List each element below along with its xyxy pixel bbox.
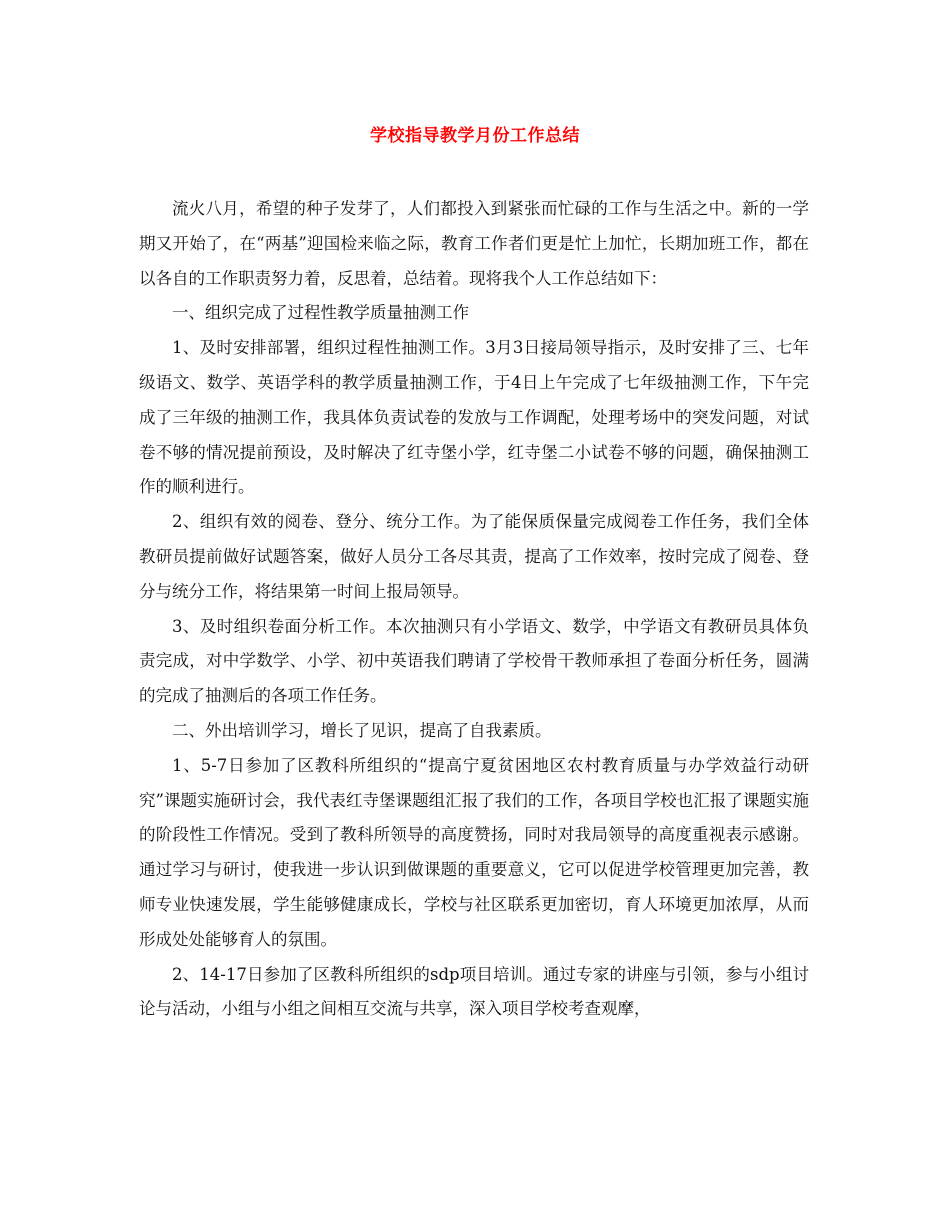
section-heading-2: 二、外出培训学习，增长了见识，提高了自我素质。 bbox=[172, 720, 552, 740]
paragraph-1-1: 1、及时安排部署，组织过程性抽测工作。3月3日接局领导指示，及时安排了三、七年级语文、数学、英语学科的教学质量抽测工作，于4日上午完成了七年级抽测工作，下午完成了三年级的抽测工作，我具体负责试卷的发放与工作调配，处理考场中的突发问题，对试卷不够的情况提前预设，及时解决了红寺堡小学，红寺堡二小试卷不够的问题，确保抽测工作的顺利进行。 bbox=[139, 338, 809, 497]
paragraph-1-2: 2、组织有效的阅卷、登分、统分工作。为了能保质保量完成阅卷工作任务，我们全体教研员提前做好试题答案，做好人员分工各尽其责，提高了工作效率，按时完成了阅卷、登分与统分工作，将结果第一时间上报局领导。 bbox=[139, 512, 809, 601]
paragraph-2-1: 1、5-7日参加了区教科所组织的“提高宁夏贫困地区农村教育质量与办学效益行动研究”课题实施研讨会，我代表红寺堡课题组汇报了我们的工作，各项目学校也汇报了课题实施的阶段性工作情况。受到了教科所领导的高度赞扬，同时对我局领导的高度重视表示感谢。通过学习与研讨，使我进一步认识到做课题的重要意义，它可以促进学校管理更加完善，教师专业快速发展，学生能够健康成长，学校与社区联系更加密切，育人环境更加浓厚，从而形成处处能够育人的氛围。 bbox=[139, 755, 809, 949]
section-heading-1: 一、组织完成了过程性教学质量抽测工作 bbox=[172, 303, 469, 323]
paragraph-2-2: 2、14-17日参加了区教科所组织的sdp项目培训。通过专家的讲座与引领，参与小组讨论与活动，小组与小组之间相互交流与共享，深入项目学校考查观摩， bbox=[139, 964, 809, 1019]
paragraph-1-3: 3、及时组织卷面分析工作。本次抽测只有小学语文、数学，中学语文有教研员具体负责完成，对中学数学、小学、初中英语我们聘请了学校骨干教师承担了卷面分析任务，圆满的完成了抽测后的各项工作任务。 bbox=[139, 616, 809, 706]
document-title: 学校指导教学月份工作总结 bbox=[370, 126, 580, 146]
document-body bbox=[139, 192, 809, 1027]
paragraph-intro: 流火八月，希望的种子发芽了，人们都投入到紧张而忙碌的工作与生活之中。新的一学期又开始了，在“两基”迎国检来临之际，教育工作者们更是忙上加忙，长期加班工作，都在以各自的工作职责努力着，反思着，总结着。现将我个人工作总结如下： bbox=[139, 199, 809, 288]
